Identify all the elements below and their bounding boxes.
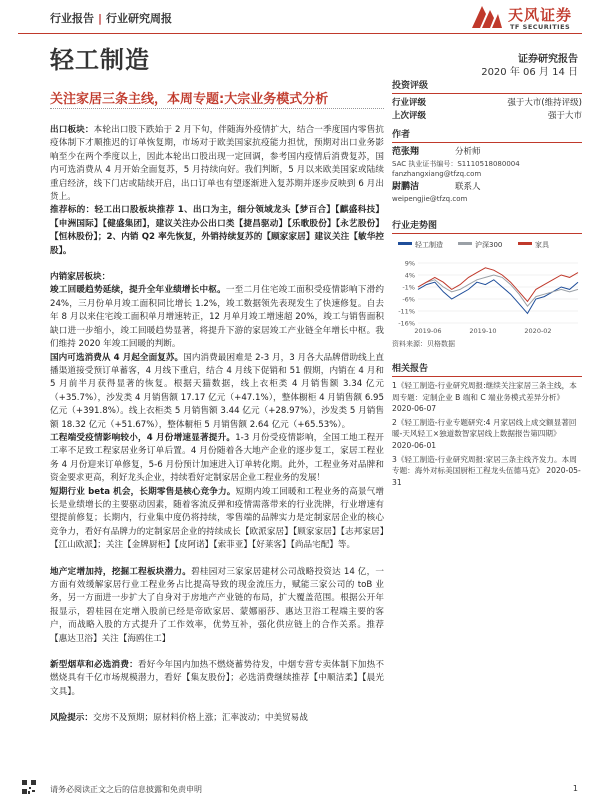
legend-label: 沪深300 [475, 241, 503, 249]
y-tick-label: -11% [398, 307, 415, 316]
subtitle-divider [50, 108, 384, 109]
x-tick-label: 2019-10 [469, 327, 497, 335]
x-tick-label: 2020-02 [524, 327, 552, 335]
page-number: 1 [572, 784, 578, 793]
y-tick-label: -16% [398, 319, 415, 328]
analyst2-email[interactable]: weipengjie@tfzq.com [392, 195, 468, 203]
footer-disclaimer: 请务必阅读正文之后的信息披露和免责申明 [50, 785, 202, 794]
y-tick-label: 9% [404, 259, 415, 268]
related-item[interactable]: 2《轻工制造-行业专题研究:4 月家居线上成交额显著回暖-天风轻工×独道数智家居线上数据报告第四期》 2020-06-01 [392, 417, 577, 450]
y-tick-label: -1% [402, 283, 415, 292]
analyst-header: 作者 [392, 127, 582, 143]
analyst2-row: 尉鹏洁 联系人 [392, 182, 481, 192]
legend-swatch [518, 242, 532, 245]
related-header: 相关报告 [392, 361, 582, 377]
trend-chart [392, 237, 582, 337]
logo [470, 2, 580, 32]
related-list [392, 380, 582, 488]
analyst1-row: 范张翔 分析师 [392, 147, 481, 157]
legend-swatch [458, 242, 472, 245]
paragraph-realestate: 地产定增加持，挖掘工程板块潜力。碧桂园对三家家居建材公司战略投资达 14 亿，一方面有效缓解家居行业工程业务占比提高导致的现金流压力，赋能三家公司的 toB 业务，另一方面进一步扩大了自身对于房地产产业链的布局，扩大覆盖范围。根据公开年报显示，碧桂园在定增入股前已经是帝欧家居、蒙娜丽莎、惠达卫浴工程端主要的客户，而战略入股的方式提升了工作效率，优势互补，强化供应链上的合作关系。推荐【惠达卫浴】关注【海鸥住工】 [50, 566, 384, 644]
report-type: 证券研究报告 [518, 54, 578, 65]
related-item[interactable]: 1《轻工制造-行业研究周报:继续关注家居三条主线，本周专题：定制企业 B 端和 C 端业务模式差异分析》 2020-06-07 [392, 381, 577, 414]
logo-subtext: TF SECURITIES [510, 23, 571, 31]
paragraph-risk: 风险提示：交房不及预期；原材料价格上涨；汇率波动；中美贸易战 [50, 713, 308, 724]
paragraph-recommend: 推荐标的：轻工出口股板块推荐 1、出口为主，细分领域龙头【梦百合】【麒盛科技】【申洲国际】【健盛集团】，建议关注办公出口类【捷昌驱动】【乐歌股份】【永艺股份】【恒林股份】；2、内销 Q2 率先恢复，外销持续复苏的【顾家家居】建议关注【敏华控股】。 [50, 205, 384, 256]
paragraph-engineering: 工程端受疫情影响较小，4 月份增速显著提升。1-3 月份受疫情影响，全国工地工程开工率不足致工程家居业务订单后置。4 月份随着各大地产企业的逐步复工，家居工程业务 4 月份迎来订单修复，5-6 月份预计加速进入订单转化期。此外，工程业务对品牌和资金要求更高，利好龙头企业，持续看好定制家居企业工程业务的发展！ [50, 432, 384, 484]
header-divider [18, 33, 582, 34]
related-item[interactable]: 3《轻工制造-行业研究周报:家居三条主线齐发力。本周专题：海外对标美国厨柜工程龙头伍德马克》 2020-05-31 [392, 454, 581, 487]
logo-icon [470, 2, 504, 32]
report-subtitle: 关注家居三条主线，本周专题:大宗业务模式分析 [50, 92, 329, 107]
series-line-轻工制造 [418, 280, 578, 314]
rating-header: 投资评级 [392, 78, 582, 94]
report-date: 2020 年 06 月 14 日 [481, 67, 578, 78]
paragraph-beta: 短期行业 beta 机会，长期零售是核心竞争力。短期内竣工回暖和工程业务的高景气增长是业绩增长的主要驱动因素，随着客流反弹和疫情需落带来的行业洗牌，行业增速有望提前修复；长期内，行业集中度仍将持续，零售端的品牌实力是定制家居企业的核心竞争力，看好有品牌力的定制家居企业的持续成长【欧派家居】【顾家家居】【志邦家居】【江山欧派】；关注【金牌厨柜】【皮阿诺】【索菲亚】【好莱客】【尚品宅配】等。 [50, 486, 384, 551]
paragraph-completion: 竣工回暖趋势延续，提升全年业绩增长中枢。一至二月住宅竣工面积受疫情影响下滑约 24%，三月份单月竣工面积同比增长 1.2%，竣工数据领先表现发生了快速修复。自去年 8 月以来住宅竣工面积单月增速转正，12 月单月竣工增速超 20%，竣工与销售面积缺口进一步缩小，竣工回暖趋势显著，将提升下游的家居竣工产业链全年增长中枢。我们维持 2020 年竣工回暖的判断。 [50, 285, 384, 350]
rating-row: 行业评级 强于大市(维持评级) [392, 98, 582, 108]
series-line-家具 [418, 268, 578, 302]
chart-source: 资料来源：贝格数据 [392, 340, 455, 348]
legend-label: 轻工制造 [415, 241, 443, 249]
legend-swatch [398, 242, 412, 245]
trend-chart-svg [392, 237, 582, 337]
section-domestic-title: 内销家居板块： [50, 272, 111, 283]
legend-label: 家具 [535, 241, 549, 249]
analyst1-cert: SAC 执业证书编号：S1110518080004 [392, 160, 520, 168]
page-title: 轻工制造 [50, 46, 150, 74]
qr-code-icon [22, 780, 36, 794]
main-content [50, 124, 384, 726]
paragraph-consumption: 国内可选消费从 4 月起全面复苏。国内消费最困难是 2-3 月，3 月各大品牌借助线上直播渠道接受预订单蓄客，4 月线下重启，结合 4 月线下促销和 51 假期，内销在 4 月和 5 月前半月获得显著的恢复。根据天猫数据，线上衣柜类 4 月销售额 3.34 亿元（+35.7%），沙发类 4 月销售额 17.17 亿元（+47.1%），整体橱柜 4 月销售额 6.95 亿元（+391.8%）。线上衣柜类 5 月销售额 3.44 亿元（+28.97%），沙发类 5 月销售额 18.32 亿元（+51.67%），整体橱柜 5 月销售额 2.64 亿元（+65.53%）。 [50, 352, 385, 430]
trend-header: 行业走势图 [392, 218, 582, 234]
logo-text: 天风证券 [508, 6, 573, 24]
header-category: 行业报告 | 行业研究周报 [50, 12, 173, 25]
sidebar [392, 78, 582, 488]
x-tick-label: 2019-06 [414, 327, 442, 335]
analyst1-email[interactable]: fanzhangxiang@tfzq.com [392, 170, 482, 178]
y-tick-label: -6% [402, 295, 415, 304]
prev-rating-row: 上次评级 强于大市 [392, 111, 582, 121]
paragraph-export: 出口板块：本轮出口股下跌始于 2 月下旬，伴随海外疫情扩大，结合一季度国内零售抗疫体制下才顺推迟的订单恢复期，市场对于欧美国家抗疫能力担忧，预期对出口业务影响至少在两个季度以上，因此本轮出口股出现一定回调，参考国内疫情后消费复苏，国内可选消费从 4 月开始全面复苏，5 月持续向好。我们判断，5 月以来欧美国家或陆续重启经济，线下门店或陆续开启，出口订单也有望逐渐进入复苏期并逐步反映到 6 月出货上。 [50, 125, 384, 203]
y-tick-label: 4% [404, 271, 415, 280]
paragraph-tobacco: 新型烟草和必选消费：看好今年国内加热不燃烧蓄势待发，中烟专营专卖体制下加热不燃烧具有千亿市场规模潜力，看好【集友股份】；必选消费继续推荐【中顺洁柔】【晨光文具】。 [50, 660, 384, 697]
